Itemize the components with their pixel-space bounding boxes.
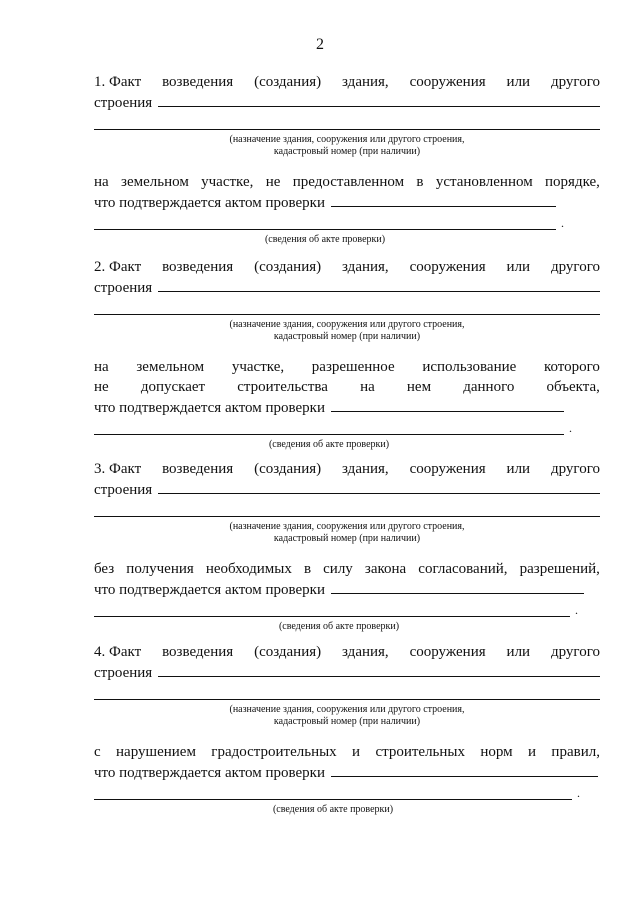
word: в: [303, 561, 312, 577]
section-heading-line: [94, 257, 600, 277]
lead-label: строения: [94, 280, 153, 296]
word: другого: [551, 259, 600, 275]
word: на: [360, 379, 375, 395]
period-mark: .: [561, 216, 564, 230]
word: порядке,: [545, 174, 600, 190]
word: земельном: [121, 174, 189, 190]
section-heading-line: [94, 642, 600, 662]
word: правил,: [551, 744, 600, 760]
blank-line[interactable]: [158, 662, 600, 677]
word: нем: [406, 379, 432, 395]
word: которого: [543, 359, 600, 375]
word: здания,: [342, 74, 389, 90]
word: не: [94, 379, 109, 395]
word: или: [506, 74, 531, 90]
word: или: [506, 259, 531, 275]
word: сооружения: [409, 461, 486, 477]
caption-line: (назначение здания, сооружения или другого строения,: [229, 704, 465, 715]
page-number: 2: [316, 36, 324, 53]
condition-line: [94, 357, 600, 377]
word: (создания): [254, 74, 322, 90]
word: здания,: [342, 644, 389, 660]
word: другого: [551, 644, 600, 660]
word: (создания): [254, 644, 322, 660]
word: нарушением: [116, 744, 196, 760]
word: допускает: [140, 379, 206, 395]
word: здания,: [342, 461, 389, 477]
word: (создания): [254, 259, 322, 275]
caption-line: кадастровый номер (при наличии): [273, 146, 421, 157]
word: объекта,: [546, 379, 600, 395]
word: данного: [463, 379, 515, 395]
proof-text: что подтверждается актом проверки: [94, 582, 325, 598]
word: необходимых: [205, 561, 292, 577]
proof-text: что подтверждается актом проверки: [94, 195, 325, 211]
word: 4. Факт: [94, 644, 142, 660]
word: здания,: [342, 259, 389, 275]
word: закона: [364, 561, 407, 577]
act-caption: (сведения об акте проверки): [264, 234, 386, 245]
blank-line[interactable]: [94, 418, 572, 435]
proof-line: [94, 397, 564, 418]
word: и: [352, 744, 361, 760]
word: строительных: [375, 744, 466, 760]
act-caption: (сведения об акте проверки): [268, 439, 390, 450]
word: силу: [323, 561, 353, 577]
word: разрешений,: [519, 561, 600, 577]
proof-text: что подтверждается актом проверки: [94, 400, 325, 416]
act-caption: (сведения об акте проверки): [278, 621, 400, 632]
condition-line: [94, 172, 600, 192]
blank-line[interactable]: [94, 213, 564, 230]
word: сооружения: [409, 74, 486, 90]
word: строительства: [237, 379, 328, 395]
condition-line: [94, 377, 600, 397]
blank-line[interactable]: [331, 397, 564, 412]
section-heading-line: [94, 459, 600, 479]
blank-line[interactable]: [94, 298, 600, 315]
blank-line[interactable]: [94, 113, 600, 130]
blank-line[interactable]: [158, 479, 600, 494]
building-caption: [94, 521, 600, 545]
word: норм: [480, 744, 513, 760]
lead-label: строения: [94, 665, 153, 681]
building-caption: [94, 319, 600, 343]
caption-line: (назначение здания, сооружения или другого строения,: [229, 134, 465, 145]
section-heading-line: [94, 72, 600, 92]
proof-line: [94, 192, 556, 213]
blank-line[interactable]: [94, 600, 578, 617]
word: возведения: [162, 644, 234, 660]
blank-line[interactable]: [331, 762, 598, 777]
section-4: [94, 642, 600, 816]
word: земельном: [136, 359, 205, 375]
period-mark: .: [569, 421, 572, 435]
word: без: [94, 561, 115, 577]
period-mark: .: [575, 603, 578, 617]
word: участке,: [231, 359, 285, 375]
caption-line: кадастровый номер (при наличии): [273, 716, 421, 727]
condition-line: [94, 559, 600, 579]
word: согласований,: [418, 561, 508, 577]
word: возведения: [162, 74, 234, 90]
word: и: [528, 744, 537, 760]
lead-label: строения: [94, 482, 153, 498]
caption-line: кадастровый номер (при наличии): [273, 331, 421, 342]
word: 3. Факт: [94, 461, 142, 477]
word: 2. Факт: [94, 259, 142, 275]
proof-line: [94, 762, 598, 783]
condition-line: [94, 742, 600, 762]
blank-line[interactable]: [158, 92, 600, 107]
blank-line[interactable]: [94, 683, 600, 700]
period-mark: .: [577, 786, 580, 800]
building-fill-line: [94, 277, 600, 298]
caption-line: (назначение здания, сооружения или другого строения,: [229, 319, 465, 330]
word: другого: [551, 74, 600, 90]
blank-line[interactable]: [94, 783, 580, 800]
building-fill-line: [94, 479, 600, 500]
word: сооружения: [409, 259, 486, 275]
word: другого: [551, 461, 600, 477]
building-fill-line: [94, 662, 600, 683]
word: сооружения: [409, 644, 486, 660]
word: не: [265, 174, 281, 190]
word: (создания): [254, 461, 322, 477]
building-caption: [94, 704, 600, 728]
blank-line[interactable]: [94, 500, 600, 517]
section-1: [94, 72, 600, 246]
word: на: [94, 174, 109, 190]
word: или: [506, 644, 531, 660]
word: или: [506, 461, 531, 477]
blank-line[interactable]: [331, 192, 556, 207]
word: в: [416, 174, 424, 190]
word: возведения: [162, 461, 234, 477]
word: на: [94, 359, 109, 375]
blank-line[interactable]: [331, 579, 584, 594]
proof-text: что подтверждается актом проверки: [94, 765, 325, 781]
section-3: [94, 459, 600, 633]
word: участке,: [201, 174, 254, 190]
blank-line[interactable]: [158, 277, 600, 292]
word: получения: [126, 561, 194, 577]
word: возведения: [162, 259, 234, 275]
word: разрешенное: [311, 359, 395, 375]
proof-line: [94, 579, 584, 600]
building-fill-line: [94, 92, 600, 113]
act-caption: (сведения об акте проверки): [272, 804, 394, 815]
word: использование: [422, 359, 517, 375]
lead-label: строения: [94, 95, 153, 111]
word: предоставленном: [292, 174, 405, 190]
word: градостроительных: [211, 744, 337, 760]
section-2: [94, 257, 600, 451]
caption-line: кадастровый номер (при наличии): [273, 533, 421, 544]
building-caption: [94, 134, 600, 158]
word: с: [94, 744, 101, 760]
word: установленном: [435, 174, 533, 190]
word: 1. Факт: [94, 74, 142, 90]
caption-line: (назначение здания, сооружения или другого строения,: [229, 521, 465, 532]
